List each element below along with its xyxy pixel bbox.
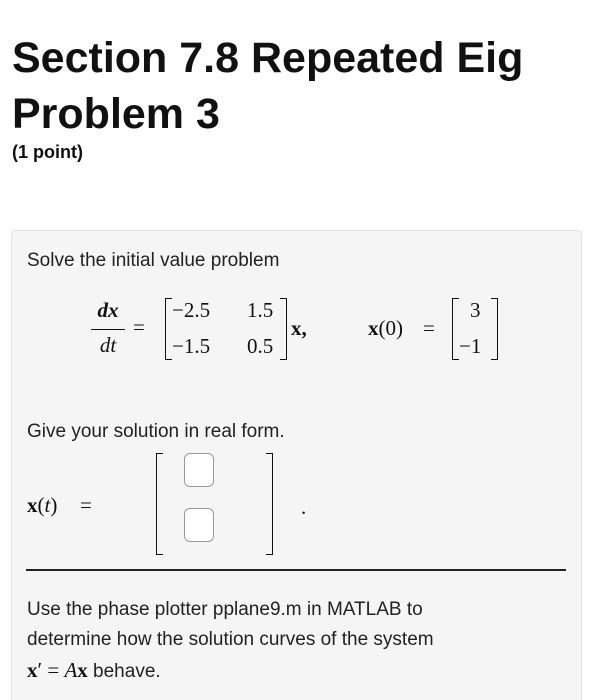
points-label: (1 point): [12, 142, 83, 162]
real-form-prompt: Give your solution in real form.: [27, 421, 285, 442]
section-divider: [26, 569, 566, 571]
answer-left-bracket: [156, 453, 163, 555]
instruction-text: Solve the initial value problem: [27, 250, 280, 271]
answer-equals: =: [80, 493, 92, 517]
ode-equals: =: [133, 315, 145, 339]
matrix-left-bracket: [165, 298, 172, 360]
derivative-denominator: dt: [99, 333, 117, 357]
init-vector-left-bracket: [452, 298, 459, 360]
derivative-fraction: [91, 298, 125, 362]
matrix-cell-22: 0.5: [247, 334, 274, 358]
matrix-right-bracket: [280, 298, 287, 360]
init-vector-right-bracket: [491, 298, 498, 360]
page-title-line2: Problem 3: [12, 90, 220, 138]
phase-text-line3-rest: behave.: [93, 661, 161, 682]
phase-text-line1: Use the phase plotter pplane9.m in MATLAB to: [27, 599, 423, 620]
answer-input-bottom[interactable]: [184, 508, 214, 542]
ode-vector-x: x,: [291, 316, 307, 340]
derivative-numerator: dx: [97, 298, 119, 322]
init-vector-bottom: −1: [459, 334, 482, 358]
initial-condition-arg: (0): [378, 316, 403, 340]
init-vector-top: 3: [470, 298, 481, 322]
initial-condition-equals: =: [423, 316, 435, 340]
answer-period: .: [301, 495, 307, 519]
matrix-cell-12: 1.5: [247, 298, 274, 322]
phase-text-line2: determine how the solution curves of the system: [27, 629, 434, 650]
page-title-line1: Section 7.8 Repeated Eig: [12, 34, 524, 82]
matrix-cell-11: −2.5: [172, 298, 211, 322]
answer-label: x(t): [27, 493, 58, 517]
phase-text-line3: [27, 658, 161, 683]
initial-condition-label: x(0): [368, 316, 403, 340]
matrix-cell-21: −1.5: [172, 334, 211, 358]
answer-right-bracket: [266, 453, 273, 555]
fraction-bar: [91, 329, 125, 330]
page-title: [12, 30, 523, 142]
system-equation: x′ = Ax: [27, 658, 88, 682]
answer-input-top[interactable]: [184, 453, 214, 487]
